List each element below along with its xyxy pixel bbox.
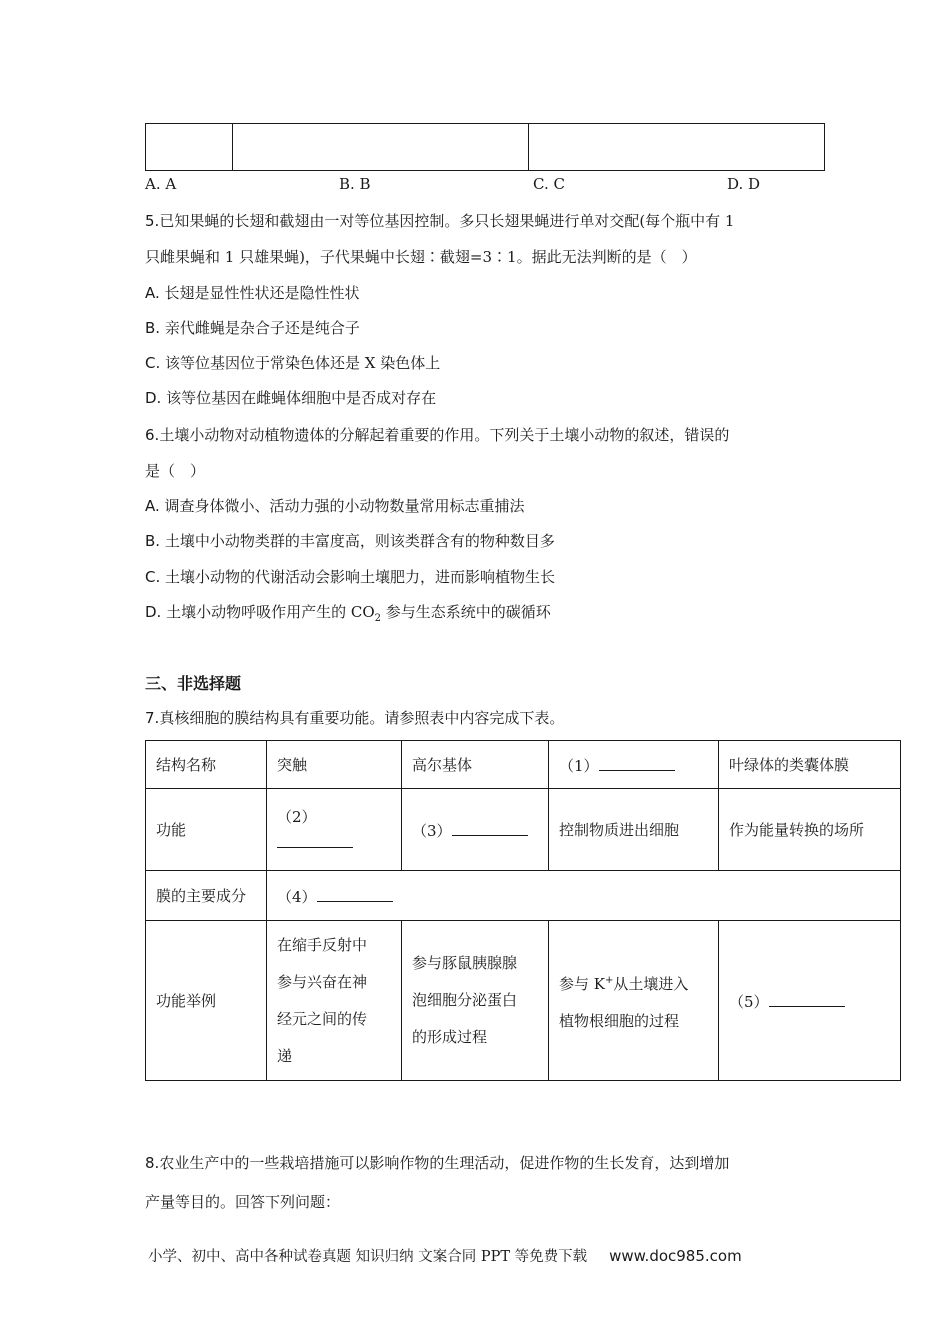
q7-cell: 控制物质进出细胞 [549, 789, 719, 871]
q7-row-examples [146, 921, 901, 1081]
q6-stem-line1: 6.土壤小动物对动植物遗体的分解起着重要的作用。下列关于土壤小动物的叙述，错误的 [145, 426, 730, 444]
q7-cell: 作为能量转换的场所 [719, 789, 901, 871]
footer-text: 小学、初中、高中各种试卷真题 知识归纳 文案合同 PPT 等免费下载 [148, 1249, 588, 1265]
top-option-a: A. A [145, 175, 177, 193]
q7-cell-label: 膜的主要成分 [146, 871, 267, 921]
q7-row-function [146, 789, 901, 871]
top-option-d: D. D [727, 175, 761, 193]
top-table-cell [146, 124, 233, 171]
q7-cell-label: 功能 [146, 789, 267, 871]
top-options-table [145, 123, 825, 171]
q6-option-b: B. 土壤中小动物类群的丰富度高，则该类群含有的物种数目多 [145, 532, 555, 550]
top-table-cell [529, 124, 825, 171]
q5-option-c: C. 该等位基因位于常染色体还是 X 染色体上 [145, 354, 441, 372]
answer-blank[interactable] [277, 831, 353, 848]
q7-cell: 叶绿体的类囊体膜 [719, 741, 901, 789]
q7-cell: 突触 [267, 741, 402, 789]
answer-blank[interactable] [317, 885, 393, 902]
section-title: 三、非选择题 [145, 674, 242, 693]
q7-cell-example-2: 参与豚鼠胰腺腺 泡细胞分泌蛋白 的形成过程 [402, 921, 549, 1081]
q7-cell: 高尔基体 [402, 741, 549, 789]
top-option-b: B. B [339, 175, 371, 193]
q7-cell-blank-2: （2） [267, 789, 402, 871]
page-footer [148, 1245, 742, 1266]
q5-stem-line1: 5.已知果蝇的长翅和截翅由一对等位基因控制。多只长翅果蝇进行单对交配(每个瓶中有 1 [145, 212, 735, 230]
q5-number: 5. [145, 212, 160, 230]
top-table-cell [233, 124, 529, 171]
q8-number: 8. [145, 1154, 160, 1172]
q5-stem-line2: 只雌果蝇和 1 只雄果蝇)，子代果蝇中长翅∶截翅=3∶1。据此无法判断的是（ ） [145, 248, 697, 266]
q7-cell-blank-3: （3） [402, 789, 549, 871]
q7-cell-example-3: 参与 K+从土壤进入 植物根细胞的过程 [549, 921, 719, 1081]
q7-table [145, 740, 901, 1081]
q7-row-components [146, 871, 901, 921]
q8-stem-line2: 产量等目的。回答下列问题： [145, 1193, 341, 1211]
q7-row-structure [146, 741, 901, 789]
q6-option-a: A. 调查身体微小、活动力强的小动物数量常用标志重捕法 [145, 497, 525, 515]
q8-stem-line1: 8.农业生产中的一些栽培措施可以影响作物的生理活动，促进作物的生长发育，达到增加 [145, 1154, 730, 1172]
q7-cell-label: 结构名称 [146, 741, 267, 789]
answer-blank[interactable] [769, 990, 845, 1007]
q6-option-c: C. 土壤小动物的代谢活动会影响土壤肥力，进而影响植物生长 [145, 568, 556, 586]
q7-number: 7. [145, 709, 160, 727]
q7-stem: 7.真核细胞的膜结构具有重要功能。请参照表中内容完成下表。 [145, 709, 565, 727]
answer-blank[interactable] [452, 819, 528, 836]
q5-option-b: B. 亲代雌蝇是杂合子还是纯合子 [145, 319, 360, 337]
q5-option-d: D. 该等位基因在雌蝇体细胞中是否成对存在 [145, 389, 437, 407]
q6-stem-line2: 是（ ） [145, 462, 206, 480]
q6-number: 6. [145, 426, 160, 444]
q7-cell-blank-4: （4） [267, 871, 901, 921]
q7-cell-blank-5: （5） [719, 921, 901, 1081]
q5-option-a: A. 长翅是显性性状还是隐性性状 [145, 284, 360, 302]
q7-cell-label: 功能举例 [146, 921, 267, 1081]
footer-url[interactable]: www.doc985.com [609, 1247, 742, 1265]
q7-cell-blank-1: （1） [549, 741, 719, 789]
q7-cell-example-1: 在缩手反射中 参与兴奋在神 经元之间的传 递 [267, 921, 402, 1081]
answer-blank[interactable] [599, 754, 675, 771]
top-option-c: C. C [533, 175, 565, 193]
q6-option-d: D. 土壤小动物呼吸作用产生的 $CO_2$ 参与生态系统中的碳循环 [145, 603, 551, 624]
